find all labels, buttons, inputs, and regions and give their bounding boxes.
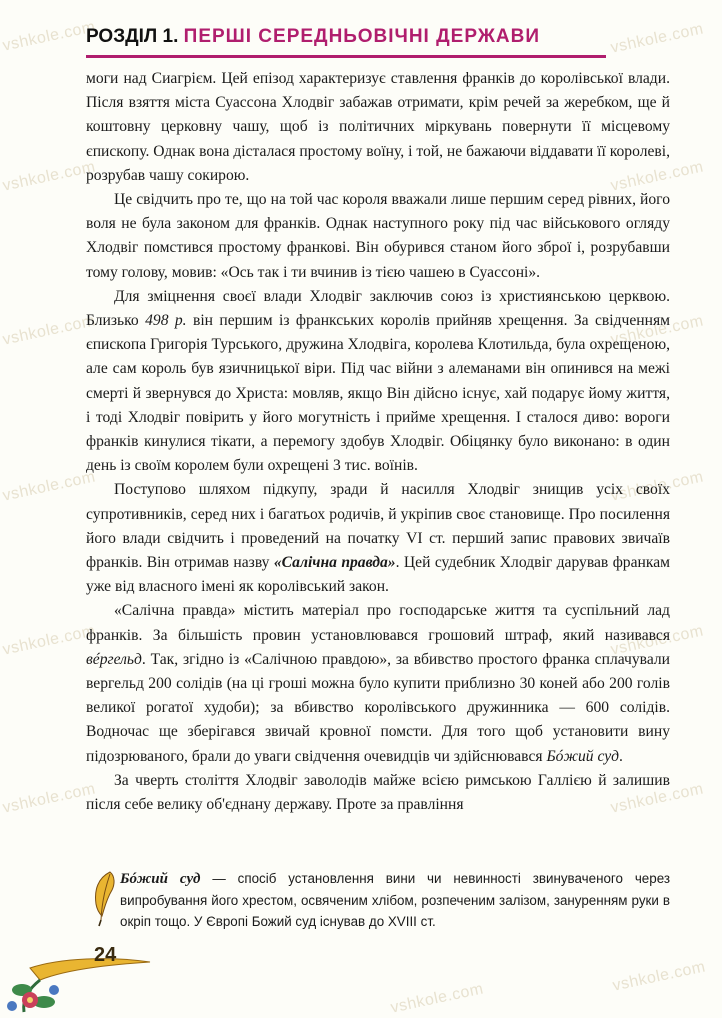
definition-text: — спосіб установлення вини чи невинності звинуваченого через випробування його хрестом, освяченим хлібом, розпеченим залізом, зануренням руки в окріп тощо. У Європі Божий суд існував до XVIII ст. xyxy=(120,871,670,929)
paragraph-text: моги над Сиагрієм. Цей епізод характеризує ставлення франків до королівської влади. Після взяття міста Суассона Хлодвіг забажав отримати, крім речей за жеребком, ще й коштовну церковну чашу, щоб із політичних міркувань повернути її місцевому єпископу. Однак вона дісталася простому воїну, і той, не бажаючи віддавати її королеві, розрубав чашу сокирою. xyxy=(86,70,670,184)
paragraph xyxy=(86,599,670,768)
watermark: vshkole.com xyxy=(609,20,706,57)
watermark: vshkole.com xyxy=(1,468,98,505)
watermark: vshkole.com xyxy=(1,18,98,55)
date-emphasis: 498 р. xyxy=(145,312,187,330)
floral-ornament-icon xyxy=(0,928,160,1018)
definition-term: Бóжий суд xyxy=(120,871,201,887)
watermark: vshkole.com xyxy=(1,312,98,349)
watermark: vshkole.com xyxy=(611,958,708,995)
watermark: vshkole.com xyxy=(1,622,98,659)
watermark: vshkole.com xyxy=(609,158,706,195)
paragraph xyxy=(86,188,670,285)
watermark: vshkole.com xyxy=(389,980,486,1017)
term-emphasis: «Салічна правда» xyxy=(273,554,396,572)
term-emphasis: вéргельд xyxy=(86,650,142,668)
paragraph-text: За чверть століття Хлодвіг заволодів майже всією римською Галлією й залишив після себе велику об'єднану державу. Проте за правління xyxy=(86,771,670,814)
page-number: 24 xyxy=(94,944,117,966)
paragraph-text: . Так, згідно із «Салічною правдою», за вбивство простого франка сплачували вергельд 200 солідів (на ці гроші можна було купити приблизно 30 коней або 200 голів великої рогатої худоби); за вбивство королівського дружинника — 600 солідів. Водночас ще зберігався звичай кровної помсти. Для того щоб установити вину підозрюваного, брали до уваги свідчення очевидців чи здійснювався xyxy=(86,650,670,765)
watermark: vshkole.com xyxy=(1,158,98,195)
chapter-header xyxy=(86,26,606,56)
paragraph xyxy=(86,285,670,479)
header-divider xyxy=(86,55,606,58)
paragraph xyxy=(86,478,670,599)
paragraph-text: Це свідчить про те, що на той час короля вважали лише першим серед рівних, його воля не була законом для франків. Однак наступного року під час військового огляду Хлодвіг помстився простому франкові. Він обурився станом його зброї і, розрубавши тому голову, мовив: «Ось так і ти вчинив із тією чашею в Суассоні». xyxy=(86,191,670,281)
body-text xyxy=(86,67,670,817)
section-title: ПЕРШІ СЕРЕДНЬОВІЧНІ ДЕРЖАВИ xyxy=(183,26,541,47)
watermark: vshkole.com xyxy=(609,780,706,817)
paragraph-text: . xyxy=(619,747,623,765)
watermark: vshkole.com xyxy=(609,468,706,505)
watermark: vshkole.com xyxy=(609,622,706,659)
paragraph-text: Поступово шляхом підкупу, зради й насилля Хлодвіг знищив усіх своїх супротивників, серед них і багатьох родичів, й укріпив своє становище. Про посилення його влади свідчить і проведений на початку VI ст. перший запис правових звичаїв франків. Він отримав назву xyxy=(86,481,670,572)
definition-note xyxy=(86,868,670,932)
paragraph-text: «Салічна правда» містить матеріал про господарське життя та суспільний лад франків. За більшість провин установлювався грошовий штраф, який називався xyxy=(86,602,670,644)
paragraph xyxy=(86,769,670,817)
paragraph xyxy=(86,67,670,188)
section-label: РОЗДІЛ 1. xyxy=(86,26,179,47)
term-emphasis: Бóжий суд xyxy=(546,747,620,765)
watermark: vshkole.com xyxy=(1,780,98,817)
paragraph-text: він першим із франкських королів прийняв хрещення. За свідченням єпископа Григорія Турського, дружина Хлодвіга, королева Клотильда, була охрещеною, але сам король був язичницької віри. Під час війни з алеманами він опинився на межі смерті й звернувся до Христа: мовляв, якщо Він дійсно існує, хай подарує йому життя, і тоді Хлодвіг повірить у його могутність і прийме хрещення. І сталося диво: вороги франків кинулися тікати, а перемогу здобув Хлодвіг. Обіцянку було виконано: в один день із своїм королем були охрещені 3 тис. воїнів. xyxy=(86,312,670,475)
paragraph-text: Для зміцнення своєї влади Хлодвіг заключив союз із християнською церквою. Близько xyxy=(86,287,670,330)
watermark: vshkole.com xyxy=(609,312,706,349)
paragraph-text: . Цей судебник Хлодвіг дарував франкам уже від власного імені як королівський закон. xyxy=(86,554,670,596)
